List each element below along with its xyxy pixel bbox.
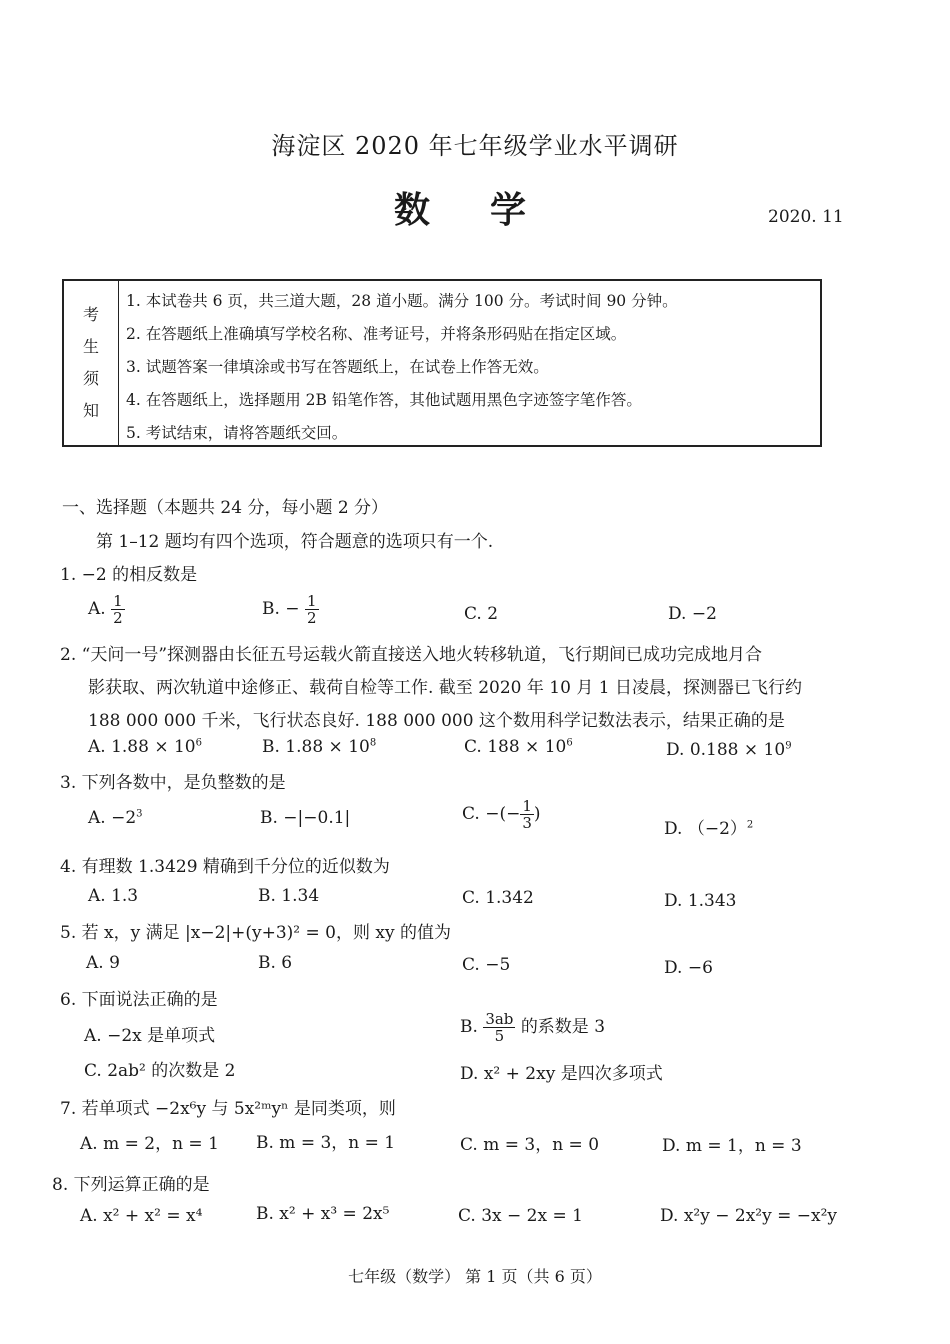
q1-option-b (262, 593, 319, 626)
q8-option-c: C. 3x − 2x = 1 (458, 1206, 583, 1226)
q8-option-a: A. x² + x² = x⁴ (80, 1206, 203, 1226)
q2-option-b (262, 737, 376, 757)
numerator: 1 (113, 592, 123, 610)
q5-option-d: D. −6 (664, 958, 713, 978)
option-text: ) (533, 804, 541, 824)
option-text: 的系数是 3 (520, 1017, 606, 1037)
q3-option-c (462, 798, 541, 831)
numerator: 3ab (485, 1010, 514, 1028)
q1-option-c: C. 2 (464, 604, 499, 624)
q6-option-b (460, 1011, 605, 1044)
question-1-stem: 1. −2 的相反数是 (60, 565, 198, 585)
notice-label-char: 须 (82, 369, 99, 388)
q6-option-d: D. x² + 2xy 是四次多项式 (460, 1064, 663, 1084)
question-8-stem: 8. 下列运算正确的是 (52, 1175, 210, 1195)
fraction (520, 798, 534, 831)
q5-option-a: A. 9 (86, 953, 120, 973)
q7-option-c: C. m = 3，n = 0 (460, 1135, 600, 1155)
option-label: B. − (262, 599, 300, 619)
fraction (111, 593, 125, 626)
notice-item: 4. 在答题纸上，选择题用 2B 铅笔作答，其他试题用黑色字迹签字笔作答。 (126, 391, 642, 409)
q5-option-b: B. 6 (258, 953, 293, 973)
notice-label-char: 知 (82, 401, 99, 420)
q6-option-a: A. −2x 是单项式 (84, 1026, 216, 1046)
page-title: 海淀区 2020 年七年级学业水平调研 (271, 132, 679, 160)
question-2-line: 188 000 000 千米，飞行状态良好. 188 000 000 这个数用科学记数法表示，结果正确的是 (88, 711, 785, 731)
notice-item: 3. 试题答案一律填涂或书写在答题纸上，在试卷上作答无效。 (126, 358, 549, 376)
exponent: 2 (746, 819, 754, 831)
numerator: 1 (522, 797, 532, 815)
notice-label-char: 生 (82, 337, 99, 356)
notice-label (64, 281, 119, 445)
section-heading: 一、选择题（本题共 24 分，每小题 2 分） (62, 498, 389, 518)
q2-option-d (666, 740, 792, 760)
exponent: 6 (566, 737, 573, 749)
q1-option-d: D. −2 (668, 604, 717, 624)
q4-option-d: D. 1.343 (664, 891, 737, 911)
fraction (483, 1011, 515, 1044)
notice-label-char: 考 (82, 305, 99, 324)
question-6-stem: 6. 下面说法正确的是 (60, 990, 218, 1010)
q3-option-b: B. −|−0.1| (260, 808, 351, 828)
q2-option-c (464, 737, 573, 757)
q4-option-a: A. 1.3 (88, 886, 139, 906)
notice-item: 2. 在答题纸上准确填写学校名称、准考证号，并将条形码贴在指定区域。 (126, 325, 627, 343)
option-text: D. （−2） (664, 819, 747, 839)
option-label: B. (460, 1017, 478, 1037)
numerator: 1 (306, 592, 317, 610)
exponent: 6 (195, 737, 202, 749)
question-5-stem: 5. 若 x，y 满足 |x−2|+(y+3)² = 0，则 xy 的值为 (60, 923, 451, 943)
notice-box (62, 279, 822, 447)
notice-item: 5. 考试结束，请将答题纸交回。 (126, 424, 348, 442)
section-description: 第 1–12 题均有四个选项，符合题意的选项只有一个. (96, 532, 494, 552)
option-text: C. 188 × 10 (464, 737, 567, 757)
denominator: 5 (494, 1027, 505, 1045)
option-text: C. −(− (462, 804, 521, 824)
option-text: A. −2 (88, 808, 137, 828)
q6-option-c: C. 2ab² 的次数是 2 (84, 1061, 236, 1081)
denominator: 2 (113, 609, 123, 627)
q7-option-b: B. m = 3，n = 1 (256, 1133, 396, 1153)
option-text: B. 1.88 × 10 (262, 737, 370, 757)
exponent: 9 (785, 740, 792, 752)
question-4-stem: 4. 有理数 1.3429 精确到千分位的近似数为 (60, 857, 390, 877)
denominator: 2 (306, 609, 317, 627)
q3-option-d (664, 814, 753, 839)
q4-option-c: C. 1.342 (462, 888, 534, 908)
q8-option-b: B. x² + x³ = 2x⁵ (256, 1204, 390, 1224)
q1-option-a (88, 593, 125, 626)
q4-option-b: B. 1.34 (258, 886, 320, 906)
exponent: 3 (136, 808, 143, 820)
q3-option-a (88, 808, 143, 828)
option-label: A. (88, 599, 106, 619)
subject-title: 数学 (393, 189, 586, 231)
question-7-stem: 7. 若单项式 −2x⁶y 与 5x²ᵐyⁿ 是同类项，则 (60, 1099, 396, 1119)
q8-option-d: D. x²y − 2x²y = −x²y (660, 1206, 838, 1226)
notice-item: 1. 本试卷共 6 页，共三道大题，28 道小题。满分 100 分。考试时间 90 分钟。 (126, 292, 678, 310)
question-2-line: 2. “天问一号”探测器由长征五号运载火箭直接送入地火转移轨道，飞行期间已成功完成地月合 (60, 645, 763, 665)
question-2-line: 影获取、两次轨道中途修正、载荷自检等工作. 截至 2020 年 10 月 1 日凌晨，探测器已飞行约 (88, 678, 802, 698)
page-footer: 七年级（数学） 第 1 页（共 6 页） (348, 1267, 602, 1286)
q7-option-a: A. m = 2，n = 1 (80, 1134, 219, 1154)
option-text: A. 1.88 × 10 (88, 737, 196, 757)
q2-option-a (88, 737, 202, 757)
q5-option-c: C. −5 (462, 955, 511, 975)
fraction (305, 593, 319, 626)
option-text: D. 0.188 × 10 (666, 740, 786, 760)
question-3-stem: 3. 下列各数中，是负整数的是 (60, 773, 286, 793)
q7-option-d: D. m = 1，n = 3 (662, 1136, 802, 1156)
notice-items (126, 285, 678, 450)
exponent: 8 (369, 737, 377, 749)
exam-date: 2020. 11 (768, 207, 844, 227)
denominator: 3 (522, 814, 532, 832)
